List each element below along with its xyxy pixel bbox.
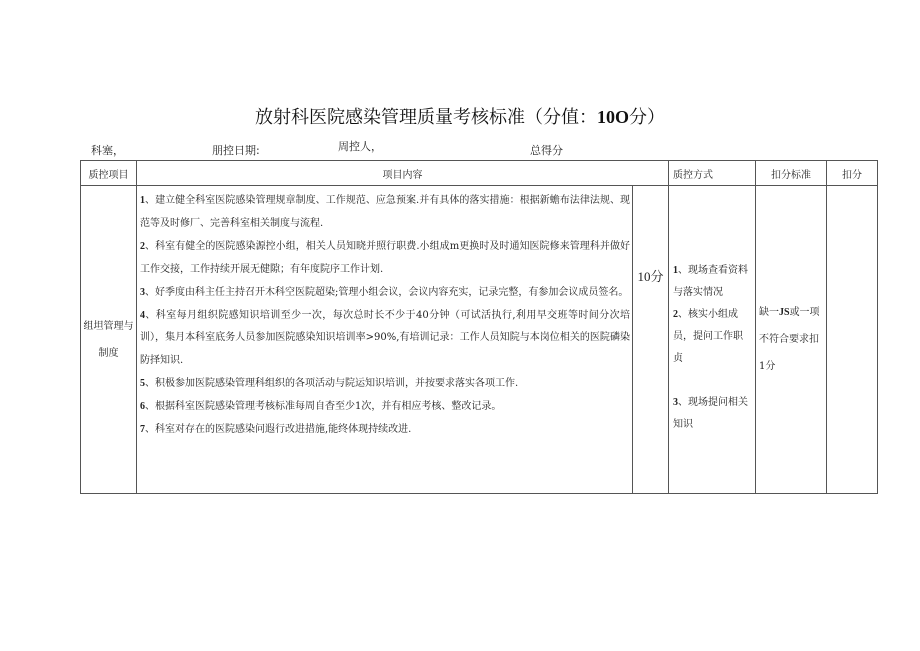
date-field: 朋控日期: [212,144,260,157]
total-score-field: 总得分 [530,144,563,157]
content-item-4: 4、科室每月组织院感知识培训至少一次，每次总时长不少于40分钟（可试活执行,利用早交班等时间分次培训），集月本科室底务人员参加医院感染知识培训率>90%,有培训记录：工作人员知院与本岗位相关的医院磷染防择知识. [140,309,630,367]
score-cell: 10分 [633,186,669,494]
header-method: 质控方式 [669,161,756,186]
criteria-cell: 缺一JS或一项不符合要求扣1分 [756,186,827,494]
content-cell [137,186,633,494]
assessment-table [80,160,878,494]
table-row [81,186,878,494]
title-value: 10O [596,107,629,127]
header-content: 项目内容 [137,161,669,186]
content-item-3: 3、好季度由科主任主持召开木科空医院超染;管理小组会议，会议内容充实，记录完整，有参加会议成员签名。 [140,286,629,298]
category-line-2: 制度 [98,347,119,359]
department-field: 科塞， [91,144,124,157]
document-title [0,103,920,129]
deduction-cell[interactable] [827,186,878,494]
table-header-row [81,161,878,186]
category-line-1: 组坦管理与 [83,320,134,332]
content-item-5: 5、积极参加医院感染管理科组织的各项活动与院运知识培训，并按要求落实各项工作. [140,378,519,390]
header-deduction: 扣分 [827,161,878,186]
content-item-7: 7、科室对存在的医院感染问遐行改进措施,能终体现持续改进. [140,424,412,436]
category-cell [81,186,137,494]
inspector-field: 周控人， [338,140,382,153]
content-item-6: 6、根据科室医院感染管理考核标准每周自杳至少1次，并有相应考核、整改记录。 [140,401,502,413]
title-main: 放射科医院感染管理质量考核标准（分值： [254,107,597,128]
method-item-2: 2、核实小组成员，提问工作职贞 [673,309,743,364]
content-item-1: 1、建立健全科室医院感染管理规章制度、工作规范、应急预案.并有具体的落实措施：根据新蟾布法律法规、现范等及时修厂、完善科室相关制度与流程. [140,195,630,229]
header-criteria: 扣分标准 [756,161,827,186]
content-item-2: 2、科室有健全的医院感染源控小组，相关人员知晓并照行职费.小组成m更换时及时通知医院修来管理科并做好工作交接，工作持续开展无健隙；有年度院序工作计划. [140,240,630,275]
method-cell [669,186,756,494]
title-tail: 分） [629,107,665,128]
method-item-3: 3、现场提问相关知识 [673,397,748,430]
header-category: 质控项目 [81,161,137,186]
method-item-1: 1、现场查看资料与落实情况 [673,265,748,298]
